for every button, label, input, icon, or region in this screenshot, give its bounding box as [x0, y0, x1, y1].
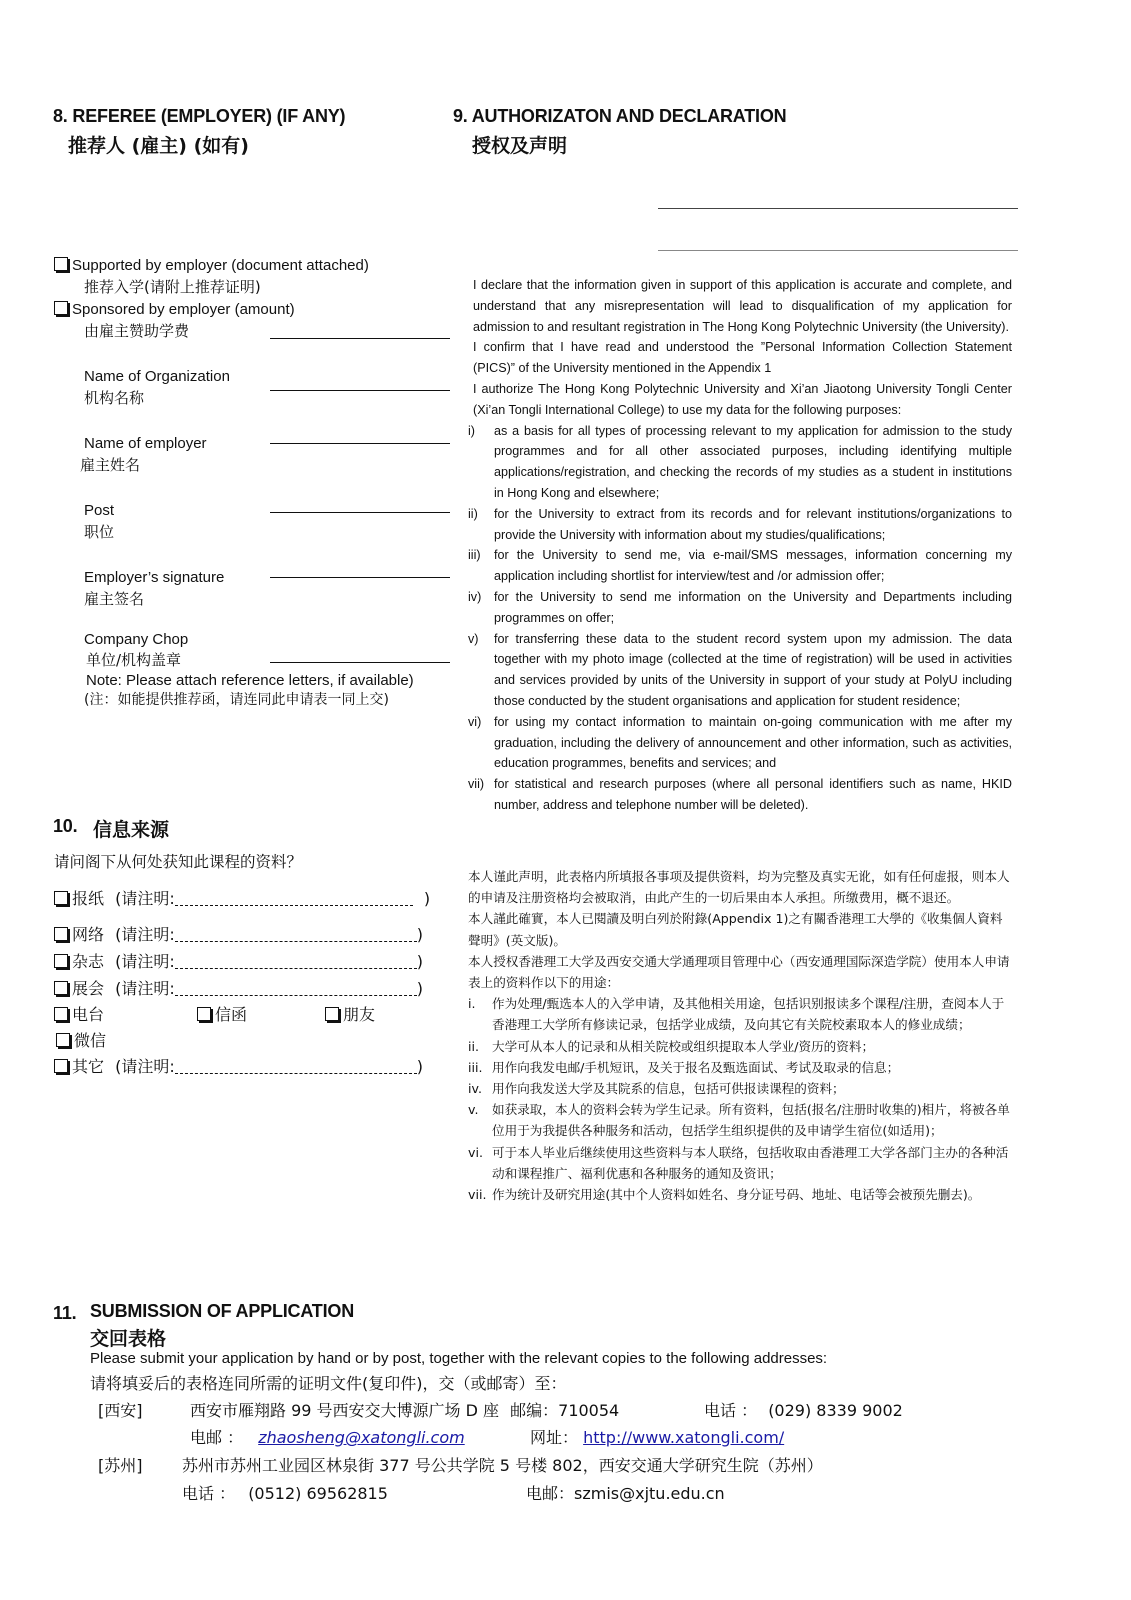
list-item [468, 774, 1012, 816]
checkbox[interactable] [54, 891, 68, 905]
xian-email-link[interactable]: zhaosheng@xatongli.com [258, 1428, 465, 1447]
specify-field[interactable] [175, 1059, 417, 1074]
list-text: for using my contact information to maintain on-going communication with me after my graduation, including the delivery of announcement and other information, such as activities, education programmes, benefits and services; and [494, 714, 1012, 771]
field-label-en: Employer’s signature [84, 569, 225, 586]
option-label: 信函 [215, 1005, 248, 1024]
specify-field[interactable] [175, 927, 417, 942]
option-sponsored-label-cn: 由雇主赞助学费 [84, 322, 190, 340]
list-text: as a basis for all types of processing relevant to my application for admission to the study programmes and for all other associated purposes, including identifying multiple applications/registration, and checking the records of my studies as a student in institutions in Hong Kong and elsewhere; [494, 423, 1012, 500]
post-line[interactable] [270, 512, 450, 513]
section9-title-en: 9. AUTHORIZATON AND DECLARATION [453, 106, 787, 126]
field-label-cn: 雇主姓名 [80, 456, 141, 474]
list-text: 大学可从本人的记录和从相关院校或组织提取本人学业/资历的资料； [492, 1038, 875, 1054]
section11-title-en: SUBMISSION OF APPLICATION [90, 1301, 355, 1321]
note-en: Note: Please attach reference letters, if available) [86, 672, 414, 689]
close-paren: ) [416, 979, 423, 998]
list-item [468, 1099, 1013, 1141]
source-option-tv[interactable] [54, 1004, 104, 1025]
section10-title: 信息来源 [93, 819, 170, 841]
specify-label: (请注明: [115, 1057, 175, 1076]
option-label: 电台 [72, 1005, 105, 1024]
declaration-paragraph-cn: 本人謹此確實，本人已閱讀及明白列於附錄(Appendix 1)之有關香港理工大學的《收集個人資料聲明》(英文版)。 [468, 911, 1003, 948]
list-text: for the University to extract from its records and for relevant institutions/organizations to provide the University with information about my studies/qualifications; [494, 506, 1012, 542]
section9-title-cn: 授权及声明 [472, 135, 568, 157]
close-paren: ) [416, 925, 423, 944]
xian-email [190, 1425, 465, 1448]
list-number: v. [468, 1102, 479, 1118]
list-number: vii. [468, 1187, 487, 1203]
website-label: 网址： [530, 1428, 579, 1447]
list-item [468, 545, 1012, 587]
list-text: 用作向我发送大学及其院系的信息，包括可供报读课程的资料； [492, 1081, 845, 1097]
checkbox[interactable] [54, 257, 68, 271]
declaration-paragraph-cn: 本人谨此声明，此表格内所填报各事项及提供资料，均为完整及真实无讹，如有任何虚报，则本人的申请及注册资格均会被取消，由此产生的一切后果由本人承担。所缴费用，概不退还。 [468, 869, 1010, 906]
suzhou-email [526, 1481, 725, 1504]
list-number: vi. [468, 1144, 483, 1160]
option-supported-by-employer[interactable] [54, 255, 369, 276]
address-text: 西安市雁翔路 99 号西安交大博源广场 D 座 [190, 1401, 500, 1420]
list-number: vi) [468, 714, 482, 729]
list-number: ii. [468, 1038, 480, 1054]
field-label-cn: 机构名称 [84, 389, 145, 407]
list-number: iv. [468, 1081, 482, 1097]
source-option-newspaper[interactable] [54, 888, 430, 909]
list-number: vii) [468, 777, 485, 792]
declaration-paragraph: I declare that the information given in support of this application is accurate and complete, and understand that any misrepresentation will lead to disqualification of my application for admission to and resultant registration in The Hong Kong Polytechnic University (the University). [473, 278, 1012, 334]
list-text: 可于本人毕业后继续使用这些资料与本人联络，包括收取由香港理工大学各部门主办的各种活动和课程推广、福利优惠和各种服务的通知及资讯； [492, 1144, 1009, 1181]
list-item [468, 1184, 1013, 1205]
section10-number: 10. [53, 816, 78, 836]
xian-address [190, 1398, 619, 1421]
list-text: for statistical and research purposes (where all personal identifiers such as name, HKID number, address and telephone number will be deleted). [494, 777, 1012, 812]
section11-title-cn: 交回表格 [90, 1328, 167, 1350]
checkbox[interactable] [197, 1007, 211, 1021]
field-label-cn: 单位/机构盖章 [86, 651, 182, 669]
checkbox[interactable] [325, 1007, 339, 1021]
submission-intro-cn: 请将填妥后的表格连同所需的证明文件(复印件)，交（或邮寄）至： [90, 1374, 567, 1393]
checkbox[interactable] [54, 1059, 68, 1073]
declaration-en [468, 275, 1012, 816]
section10-question: 请问阁下从何处获知此课程的资料？ [54, 853, 303, 871]
organization-line[interactable] [270, 390, 450, 391]
email-label: 电邮： [526, 1484, 575, 1503]
checkbox[interactable] [54, 1007, 68, 1021]
zip-label: 邮编： [510, 1401, 559, 1420]
list-item [468, 712, 1012, 774]
list-text: 作为统计及研究用途(其中个人资料如姓名、身分证号码、地址、电话等会被预先删去)。 [492, 1187, 981, 1203]
specify-field[interactable] [175, 891, 413, 906]
email-label: 电邮 ： [190, 1428, 244, 1447]
employer-name-line[interactable] [270, 443, 450, 444]
field-label-en: Name of employer [84, 435, 207, 452]
section8-title-cn: 推荐人 (雇主) (如有) [68, 135, 249, 157]
xian-phone [704, 1398, 903, 1421]
xian-tag: [西安] [98, 1401, 143, 1420]
phone-value: (029) 8339 9002 [768, 1401, 903, 1420]
checkbox[interactable] [54, 301, 68, 315]
submission-intro-en: Please submit your application by hand or by post, together with the relevant copies to the following addresses: [90, 1350, 828, 1367]
option-sponsored-by-employer[interactable] [54, 299, 295, 320]
email-value: szmis@xjtu.edu.cn [574, 1484, 725, 1503]
list-item [468, 587, 1012, 629]
option-label: 杂志 [72, 952, 105, 971]
list-item [468, 1057, 1013, 1078]
section11-number: 11. [53, 1303, 77, 1323]
specify-field[interactable] [175, 954, 417, 969]
specify-label: (请注明: [115, 925, 175, 944]
list-text: 作为处理/甄选本人的入学申请，及其他相关用途，包括识别报读多个课程/注册，查阅本人于香港理工大学所有修读记录，包括学业成绩，及向其它有关院校素取本人的修业成绩； [492, 996, 1005, 1033]
checkbox[interactable] [56, 1033, 70, 1047]
close-paren: ) [416, 1057, 423, 1076]
source-option-letter[interactable] [197, 1004, 247, 1025]
specify-label: (请注明: [115, 952, 175, 971]
option-supported-label-cn: 推荐入学(请附上推荐证明) [84, 278, 261, 296]
phone-label: 电话 ： [704, 1401, 758, 1420]
list-item [468, 1142, 1013, 1184]
close-paren: ) [416, 952, 423, 971]
xian-website-link[interactable]: http://www.xatongli.com/ [583, 1428, 785, 1447]
source-option-other[interactable] [54, 1056, 423, 1077]
date-line[interactable] [658, 250, 1018, 251]
option-label: 微信 [74, 1031, 107, 1050]
list-item [468, 421, 1012, 504]
list-item [468, 993, 1013, 1035]
note-cn: (注：如能提供推荐函，请连同此申请表一同上交) [84, 692, 389, 708]
field-label-en: Post [84, 502, 115, 519]
source-option-fair[interactable] [54, 978, 423, 999]
phone-label: 电话 ： [182, 1484, 236, 1503]
suzhou-phone [182, 1481, 388, 1504]
signature-line[interactable] [658, 208, 1018, 209]
field-label-cn: 雇主签名 [84, 590, 145, 608]
list-number: iii) [468, 548, 481, 563]
list-number: i. [468, 996, 476, 1012]
list-number: ii) [468, 506, 478, 521]
amount-line[interactable] [270, 338, 450, 339]
source-option-wechat[interactable] [56, 1030, 106, 1051]
list-text: for the University to send me information on the University and Departments including programmes on offer; [494, 589, 1012, 625]
list-item [468, 1036, 1013, 1057]
list-number: iv) [468, 589, 482, 604]
phone-value: (0512) 69562815 [248, 1484, 388, 1503]
option-label: Supported by employer (document attached) [72, 257, 369, 274]
zip-value: 710054 [558, 1401, 620, 1420]
list-item [468, 504, 1012, 546]
list-text: 用作向我发电邮/手机短讯，及关于报名及甄选面试、考试及取录的信息； [492, 1059, 900, 1075]
suzhou-tag: [苏州] [98, 1456, 143, 1475]
source-option-friend[interactable] [325, 1004, 375, 1025]
specify-label: (请注明: [115, 889, 175, 908]
option-label: 其它 [72, 1057, 105, 1076]
source-option-web[interactable] [54, 924, 423, 945]
checkbox[interactable] [54, 927, 68, 941]
option-label: 网络 [72, 925, 105, 944]
section8-title-en: 8. REFEREE (EMPLOYER) (IF ANY) [53, 106, 346, 126]
list-text: for transferring these data to the student record system upon my admission. The data together with my photo image (collected at the time of registration) will be used in activities and services provided by units of the University in support of your study at PolyU including those conducted by the student organisations and application for student residence; [494, 631, 1012, 708]
option-label: 朋友 [343, 1005, 376, 1024]
field-label-en: Name of Organization [84, 368, 230, 385]
list-text: 如获录取，本人的资料会转为学生记录。所有资料，包括(报名/注册时收集的)相片，将被各单位用于为我提供各种服务和活动，包括学生组织提供的及申请学生宿位(如适用)； [492, 1102, 1010, 1139]
list-item [468, 1078, 1013, 1099]
declaration-paragraph: I confirm that I have read and understood the ”Personal Information Collection Statement (PICS)” of the University mentioned in the Appendix 1 [473, 340, 1012, 376]
signature-line[interactable] [270, 577, 450, 578]
list-number: iii. [468, 1059, 483, 1075]
field-label-cn: 职位 [84, 523, 115, 541]
source-option-magazine[interactable] [54, 951, 423, 972]
list-number: v) [468, 631, 479, 646]
suzhou-address: 苏州市苏州工业园区林泉街 377 号公共学院 5 号楼 802，西安交通大学研究生院（苏州） [182, 1456, 823, 1475]
option-label: 报纸 [72, 889, 105, 908]
field-label-en: Company Chop [84, 631, 189, 648]
declaration-paragraph: I authorize The Hong Kong Polytechnic University and Xi’an Jiaotong University Tongli Center (Xi’an Tongli International College) to use my data for the following purposes: [473, 381, 1012, 417]
declaration-paragraph-cn: 本人授权香港理工大学及西安交通大学通理项目管理中心（西安通理国际深造学院）使用本人申请表上的资料作以下的用途： [468, 953, 1010, 991]
specify-field[interactable] [175, 981, 417, 996]
checkbox[interactable] [54, 954, 68, 968]
specify-label: (请注明: [115, 979, 175, 998]
close-paren: ) [423, 889, 431, 908]
option-label: 展会 [72, 979, 105, 998]
declaration-cn [468, 866, 1013, 1205]
company-chop-line[interactable] [270, 662, 450, 663]
list-number: i) [468, 423, 475, 438]
list-text: for the University to send me, via e-mail/SMS messages, information concerning my application including shortlist for interview/test and /or admission offer; [494, 548, 1012, 584]
option-label: Sponsored by employer (amount) [72, 301, 295, 318]
list-item [468, 629, 1012, 712]
xian-website [530, 1425, 784, 1448]
checkbox[interactable] [54, 981, 68, 995]
